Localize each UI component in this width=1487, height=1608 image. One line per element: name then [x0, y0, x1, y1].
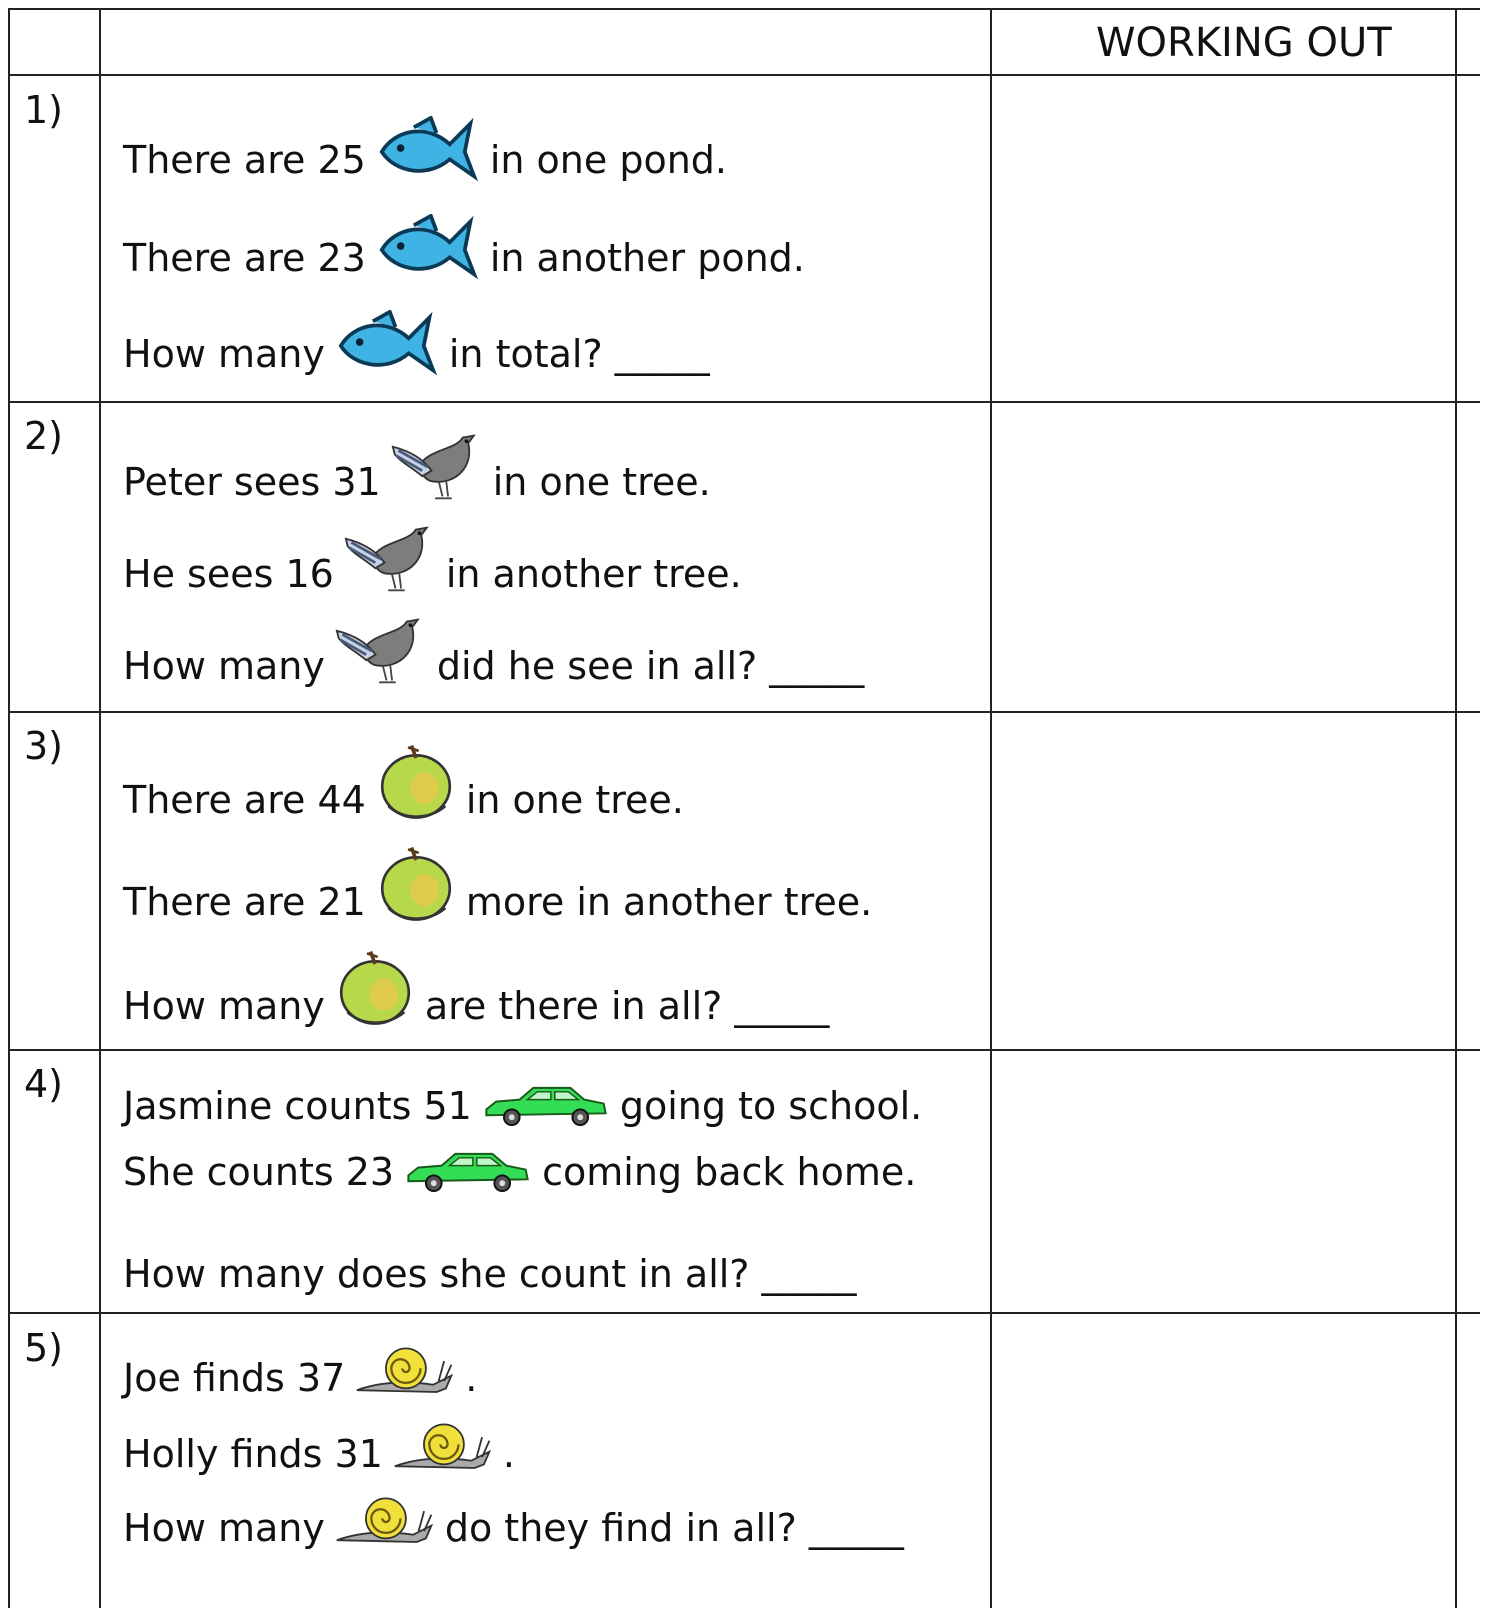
line-text: He sees 16 [123, 552, 334, 596]
line-text: in total? _____ [448, 332, 710, 376]
bird-icon [335, 614, 427, 688]
line-text: There are 21 [123, 880, 366, 924]
question-line [123, 430, 711, 504]
question-line [123, 214, 805, 280]
question-line [123, 1084, 922, 1128]
line-text: Holly finds 31 [123, 1432, 383, 1476]
car-icon [404, 1150, 532, 1194]
question-line [123, 1252, 857, 1296]
table-row-divider [8, 711, 1480, 713]
question-line [123, 1344, 477, 1400]
working-out-header: WORKING OUT [1096, 20, 1392, 66]
line-text: How many [123, 332, 325, 376]
line-text: There are 25 [123, 138, 366, 182]
line-text: Joe finds 37 [123, 1356, 346, 1400]
line-text: coming back home. [542, 1150, 917, 1194]
line-text: going to school. [619, 1084, 923, 1128]
table-row-divider [8, 74, 1480, 76]
line-text: How many [123, 644, 325, 688]
line-text: How many [123, 984, 325, 1028]
line-text: in one tree. [492, 460, 711, 504]
line-text: There are 23 [123, 236, 366, 280]
question-line [123, 614, 864, 688]
bird-icon [344, 522, 436, 596]
bird-icon [391, 430, 483, 504]
table-col-divider [99, 8, 101, 1608]
question-line [123, 742, 684, 822]
apple-icon [335, 948, 415, 1028]
line-text: in another tree. [445, 552, 742, 596]
apple-icon [376, 844, 456, 924]
question-number: 2) [24, 414, 64, 458]
question-line [123, 1150, 916, 1194]
line-text: . [465, 1356, 478, 1400]
table-col-divider [990, 8, 992, 1608]
table-border-right [1455, 8, 1457, 1608]
snail-icon [393, 1420, 493, 1476]
question-line [123, 1420, 515, 1476]
line-text: . [502, 1432, 515, 1476]
line-text: How many does she count in all? _____ [123, 1252, 857, 1296]
apple-icon [376, 742, 456, 822]
question-number: 4) [24, 1062, 64, 1106]
snail-icon [335, 1494, 435, 1550]
line-text: do they find in all? _____ [444, 1506, 904, 1550]
question-line [123, 844, 872, 924]
question-line [123, 1494, 904, 1550]
worksheet [8, 8, 1480, 1608]
line-text: Peter sees 31 [123, 460, 381, 504]
line-text: more in another tree. [465, 880, 873, 924]
question-line [123, 116, 727, 182]
table-row-divider [8, 401, 1480, 403]
question-number: 5) [24, 1326, 64, 1370]
question-line [123, 948, 829, 1028]
car-icon [482, 1084, 610, 1128]
line-text: did he see in all? _____ [436, 644, 865, 688]
question-number: 3) [24, 724, 64, 768]
line-text: in another pond. [489, 236, 805, 280]
table-border-top [8, 8, 1480, 10]
table-row-divider [8, 1312, 1480, 1314]
line-text: in one pond. [489, 138, 727, 182]
line-text: Jasmine counts 51 [123, 1084, 472, 1128]
table-row-divider [8, 1049, 1480, 1051]
line-text: How many [123, 1506, 325, 1550]
fish-icon [376, 214, 480, 280]
table-border-left [8, 8, 10, 1608]
question-number: 1) [24, 88, 64, 132]
fish-icon [376, 116, 480, 182]
line-text: She counts 23 [123, 1150, 395, 1194]
line-text: are there in all? _____ [424, 984, 830, 1028]
question-line [123, 522, 742, 596]
line-text: in one tree. [465, 778, 684, 822]
question-line [123, 310, 710, 376]
fish-icon [335, 310, 439, 376]
snail-icon [355, 1344, 455, 1400]
line-text: There are 44 [123, 778, 366, 822]
